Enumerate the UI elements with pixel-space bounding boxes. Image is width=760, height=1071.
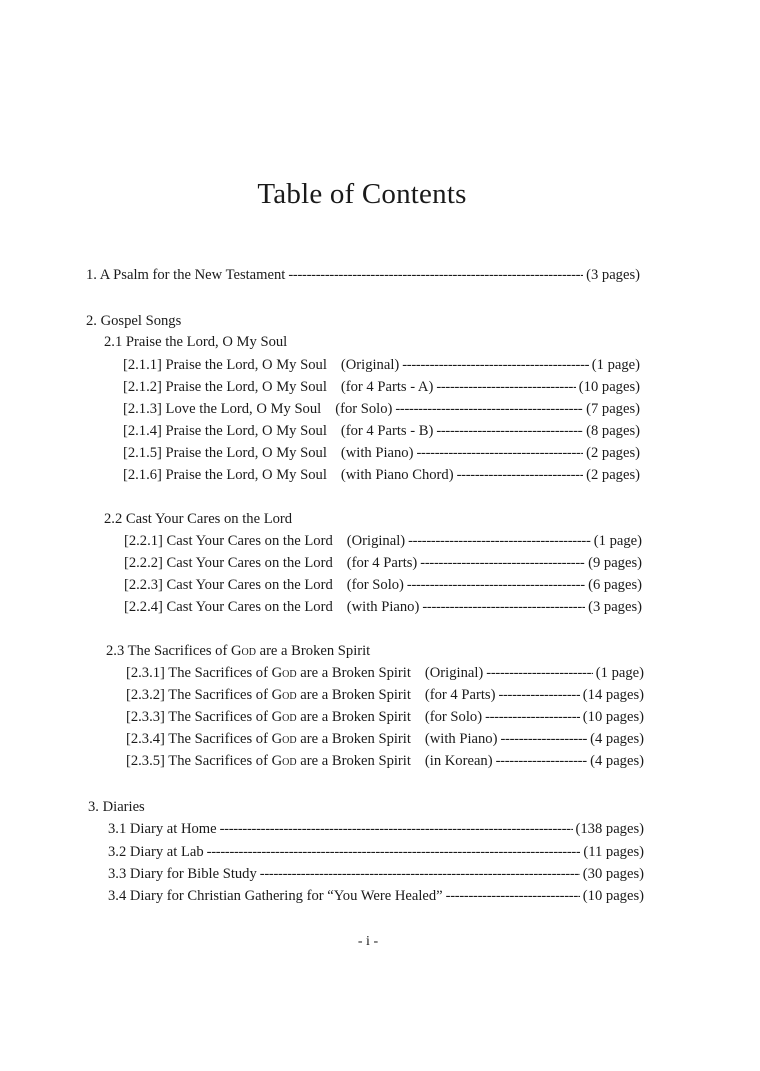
- page-count: (138 pages): [575, 821, 644, 837]
- dot-leader: [402, 354, 589, 376]
- subsection-heading-2-3: [106, 640, 370, 662]
- dot-leader: [422, 596, 585, 618]
- page-count: (3 pages): [588, 599, 642, 615]
- toc-entry-2-1-6: [123, 464, 640, 486]
- toc-entry-label: [126, 662, 411, 684]
- label-post: are a Broken Spirit: [296, 665, 411, 681]
- god-smallcaps: God: [271, 731, 297, 747]
- toc-entry-label: [2.2.1] Cast Your Cares on the Lord: [124, 533, 333, 549]
- label-post: are a Broken Spirit: [296, 753, 411, 769]
- toc-entry-note: (for 4 Parts - B): [340, 423, 434, 439]
- toc-entry-label: 3.2 Diary at Lab: [108, 844, 204, 860]
- page-count: (2 pages): [586, 467, 640, 483]
- toc-entry-3-1: [108, 818, 644, 840]
- section-heading-3: 3. Diaries: [88, 799, 145, 815]
- label-pre: [2.3.3] The Sacrifices of: [126, 709, 272, 725]
- dot-leader: [407, 574, 585, 596]
- toc-entry-3-2: [108, 841, 644, 863]
- dot-leader: [288, 264, 583, 286]
- toc-entry-2-1-2: [123, 376, 640, 398]
- dot-leader: [485, 706, 580, 728]
- page-count: (1 page): [593, 533, 642, 549]
- label-post: are a Broken Spirit: [296, 709, 411, 725]
- page-count: (1 page): [595, 665, 644, 681]
- heading-text-pre: 2.3 The Sacrifices of: [106, 643, 231, 659]
- god-smallcaps: God: [271, 687, 297, 703]
- subsection-heading-2-1: 2.1 Praise the Lord, O My Soul: [104, 334, 288, 350]
- page-count: (10 pages): [578, 379, 640, 395]
- label-pre: [2.3.2] The Sacrifices of: [126, 687, 272, 703]
- toc-entry-label: [2.1.3] Love the Lord, O My Soul: [123, 401, 322, 417]
- page-count: (10 pages): [582, 709, 644, 725]
- page-count: (1 page): [591, 357, 640, 373]
- toc-entry-label: [126, 728, 411, 750]
- dot-leader: [220, 818, 573, 840]
- toc-entry-2-1-5: [123, 442, 640, 464]
- label-pre: [2.3.4] The Sacrifices of: [126, 731, 272, 747]
- toc-entry-note: (for 4 Parts - A): [340, 379, 434, 395]
- toc-entry-note: (for Solo): [424, 709, 483, 725]
- toc-entry-2-2-2: [124, 552, 642, 574]
- dot-leader: [498, 684, 579, 706]
- dot-leader: [408, 530, 591, 552]
- page-count: (30 pages): [582, 866, 644, 882]
- toc-entry-label: 3.3 Diary for Bible Study: [108, 866, 257, 882]
- toc-entry-note: (with Piano): [424, 731, 498, 747]
- toc-entry-2-3-3: [126, 706, 644, 728]
- dot-leader: [457, 464, 584, 486]
- dot-leader: [416, 442, 583, 464]
- page-count: (7 pages): [586, 401, 640, 417]
- toc-entry-label: [2.1.5] Praise the Lord, O My Soul: [123, 445, 327, 461]
- page-count: (8 pages): [586, 423, 640, 439]
- toc-entry-label: 3.1 Diary at Home: [108, 821, 217, 837]
- section-heading-2: 2. Gospel Songs: [86, 313, 182, 329]
- page-count: (11 pages): [583, 844, 644, 860]
- dot-leader: [496, 750, 588, 772]
- toc-entry-note: (with Piano): [340, 445, 414, 461]
- toc-entry-3-3: [108, 863, 644, 885]
- dot-leader: [207, 841, 581, 863]
- page-count: (2 pages): [586, 445, 640, 461]
- toc-entry-2-2-3: [124, 574, 642, 596]
- toc-entry-note: (in Korean): [424, 753, 493, 769]
- toc-entry-2-3-1: [126, 662, 644, 684]
- toc-entry-note: (with Piano Chord): [340, 467, 454, 483]
- page-count: (6 pages): [588, 577, 642, 593]
- dot-leader: [446, 885, 580, 907]
- toc-entry-2-3-4: [126, 728, 644, 750]
- toc-entry-label: [2.1.4] Praise the Lord, O My Soul: [123, 423, 327, 439]
- label-post: are a Broken Spirit: [296, 687, 411, 703]
- toc-entry-2-1-3: [123, 398, 640, 420]
- toc-entry-note: (Original): [346, 533, 406, 549]
- toc-entry-2-1-1: [123, 354, 640, 376]
- toc-entry-label: 3.4 Diary for Christian Gathering for “You Were Healed”: [108, 888, 443, 904]
- god-smallcaps: God: [271, 709, 297, 725]
- page-title: Table of Contents: [257, 178, 467, 210]
- dot-leader: [420, 552, 585, 574]
- toc-entry-note: (for 4 Parts): [346, 555, 418, 571]
- toc-entry-label: [126, 706, 411, 728]
- dot-leader: [260, 863, 580, 885]
- god-smallcaps: God: [230, 643, 256, 659]
- toc-entry-2-2-1: [124, 530, 642, 552]
- toc-entry-note: (for Solo): [346, 577, 404, 593]
- god-smallcaps: God: [271, 665, 297, 681]
- toc-entry-2-2-4: [124, 596, 642, 618]
- page-count: (3 pages): [586, 267, 640, 283]
- dot-leader: [436, 376, 575, 398]
- toc-entry-2-3-5: [126, 750, 644, 772]
- toc-entry-label: [126, 750, 411, 772]
- toc-entry-label: [2.2.3] Cast Your Cares on the Lord: [124, 577, 333, 593]
- label-pre: [2.3.5] The Sacrifices of: [126, 753, 272, 769]
- toc-entry-note: (for Solo): [335, 401, 393, 417]
- heading-text-post: are a Broken Spirit: [255, 643, 371, 659]
- toc-entry-2-3-2: [126, 684, 644, 706]
- toc-entry-label: [2.1.2] Praise the Lord, O My Soul: [123, 379, 327, 395]
- toc-entry-note: (with Piano): [346, 599, 420, 615]
- toc-entry-3-4: [108, 885, 644, 907]
- toc-entry-label: [2.2.4] Cast Your Cares on the Lord: [124, 599, 333, 615]
- dot-leader: [486, 662, 593, 684]
- toc-entry-note: (Original): [340, 357, 400, 373]
- dot-leader: [500, 728, 587, 750]
- toc-entry-note: (Original): [424, 665, 484, 681]
- page-count: (10 pages): [582, 888, 644, 904]
- toc-entry-note: (for 4 Parts): [424, 687, 496, 703]
- god-smallcaps: God: [271, 753, 297, 769]
- dot-leader: [395, 398, 583, 420]
- toc-entry-label: 1. A Psalm for the New Testament: [86, 267, 286, 283]
- subsection-heading-2-2: 2.2 Cast Your Cares on the Lord: [104, 511, 293, 527]
- page-number: - i -: [357, 934, 379, 949]
- toc-entry-2-1-4: [123, 420, 640, 442]
- toc-entry-1: [86, 264, 640, 286]
- page-count: (9 pages): [588, 555, 642, 571]
- dot-leader: [436, 420, 583, 442]
- label-pre: [2.3.1] The Sacrifices of: [126, 665, 272, 681]
- toc-entry-label: [2.1.1] Praise the Lord, O My Soul: [123, 357, 327, 373]
- page-count: (4 pages): [590, 753, 644, 769]
- toc-entry-label: [126, 684, 411, 706]
- toc-entry-label: [2.1.6] Praise the Lord, O My Soul: [123, 467, 327, 483]
- label-post: are a Broken Spirit: [296, 731, 411, 747]
- page-count: (14 pages): [582, 687, 644, 703]
- toc-entry-label: [2.2.2] Cast Your Cares on the Lord: [124, 555, 333, 571]
- page-count: (4 pages): [590, 731, 644, 747]
